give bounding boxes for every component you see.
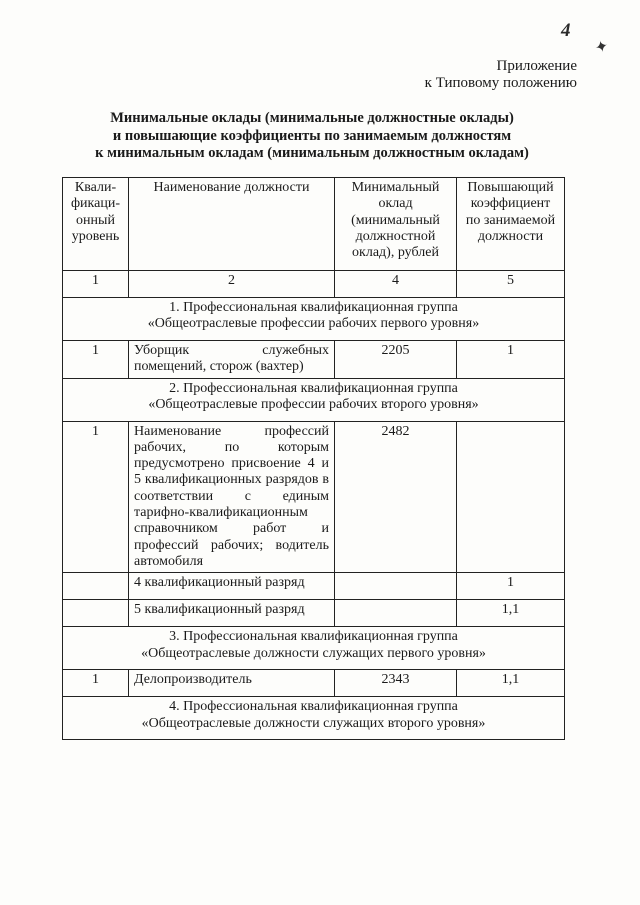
cell-level: 1 [63,421,129,573]
header-salary: Минимальный оклад (минимальный должностной оклад), рублей [335,178,457,271]
column-number: 2 [129,271,335,298]
group-title-line: «Общеотраслевые должности служащих первого уровня» [141,645,486,661]
cell-position-name: 5 квалификационный разряд [129,600,335,627]
group-title-line: «Общеотраслевые должности служащих второго уровня» [141,715,486,731]
cell-level: 1 [63,670,129,697]
cell-level [63,600,129,627]
cell-coefficient: 1 [457,573,565,600]
header-coefficient: Повышающий коэффициент по занимаемой должности [457,178,565,271]
table-row [63,670,565,697]
header-name: Наименование должности [129,178,335,271]
cell-coefficient: 1,1 [457,670,565,697]
table-row [63,421,565,573]
group-title [63,627,565,670]
cell-salary: 2205 [335,341,457,379]
appendix-line-2: к Типовому положению [424,75,577,91]
cell-level [63,573,129,600]
cell-salary: 2482 [335,421,457,573]
cell-position-name: Наименование профессий рабочих, по которым предусмотрено присвоение 4 и 5 квалификационных разрядов в соответствии с единым тарифно-квалификационным справочником работ и профессий рабочих; водитель автомобиля [129,421,335,573]
appendix-line-1: Приложение [496,58,577,74]
cell-salary [335,573,457,600]
column-number: 1 [63,271,129,298]
cell-level: 1 [63,341,129,379]
group-title [63,298,565,341]
cell-coefficient [457,421,565,573]
group-title-line: 2. Профессиональная квалификационная группа [169,380,458,396]
appendix-note [425,58,577,92]
page-number: 4 [561,20,571,41]
group-title-row [63,298,565,341]
cell-salary [335,600,457,627]
group-title [63,378,565,421]
column-number: 4 [335,271,457,298]
cell-position-name: 4 квалификационный разряд [129,573,335,600]
group-title-row [63,378,565,421]
table-row [63,573,565,600]
group-title-line: «Общеотраслевые профессии рабочих второго уровня» [148,396,479,412]
cell-coefficient: 1 [457,341,565,379]
group-title [63,697,565,740]
page-mark: ✦ [593,37,611,58]
group-title-row [63,627,565,670]
table-row [63,341,565,379]
title-line-2: и повышающие коэффициенты по занимаемым должностям [112,127,512,144]
group-title-line: 4. Профессиональная квалификационная группа [169,699,458,715]
column-number: 5 [457,271,565,298]
title-line-3: к минимальным окладам (минимальным должностным окладам) [95,145,529,161]
cell-coefficient: 1,1 [457,600,565,627]
group-title-line: «Общеотраслевые профессии рабочих первого уровня» [147,316,480,332]
document-title [60,110,564,163]
salary-table [62,177,565,740]
group-title-line: 1. Профессиональная квалификационная группа [169,300,458,315]
cell-position-name: Уборщик служебных помещений, сторож (вахтер) [129,341,335,379]
group-title-line: 3. Профессиональная квалификационная группа [169,629,458,645]
column-number-row [63,271,565,298]
title-line-1: Минимальные оклады (минимальные должностные оклады) [110,110,514,126]
header-level: Квали-фикаци-онный уровень [63,178,129,271]
cell-position-name: Делопроизводитель [129,670,335,697]
cell-salary: 2343 [335,670,457,697]
table-row [63,600,565,627]
table-header-row [63,178,565,271]
group-title-row [63,697,565,740]
